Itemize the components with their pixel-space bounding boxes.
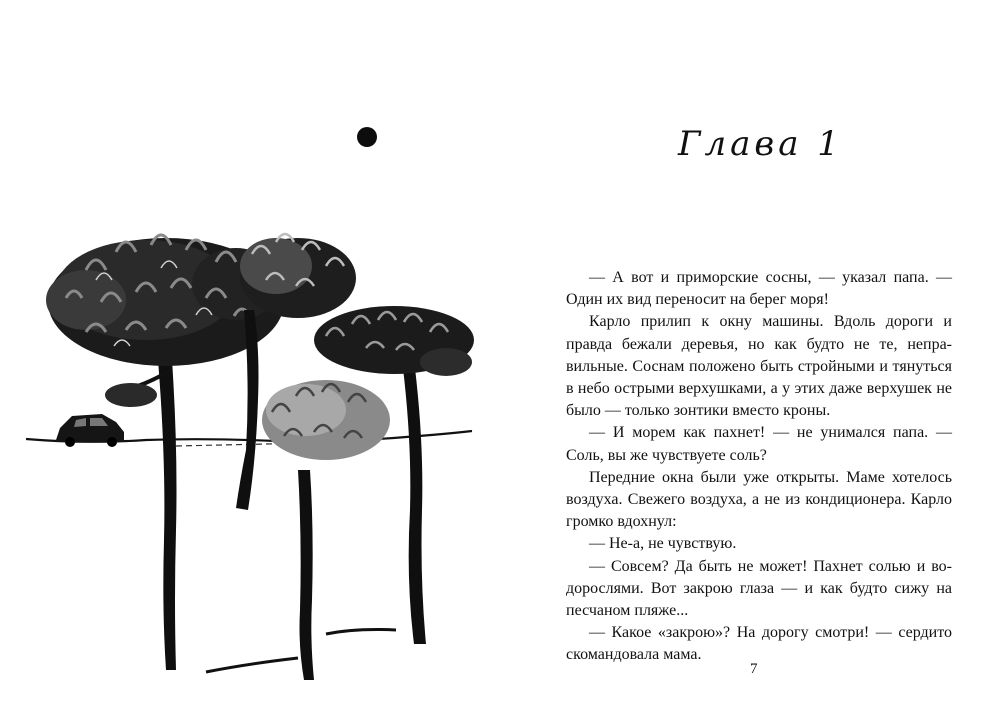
page-number: 7 <box>750 661 758 677</box>
paragraph: — Не-а, не чувствую. <box>589 535 737 553</box>
pine-trees-illustration <box>26 40 498 685</box>
pine-tree-2 <box>236 234 356 510</box>
paragraph: — И морем как пахнет! — не унимался папа. — Соль, вы же чувствуете соль? <box>566 424 952 464</box>
ground-stroke <box>206 658 298 672</box>
chapter-text <box>566 267 952 667</box>
illustration-page <box>26 40 498 685</box>
paragraph: — Совсем? Да быть не может! Пахнет солью и водорослями. Вот закрою глаза — и как будто сижу на песчаном пляже... <box>566 557 952 620</box>
pine-tree-4 <box>314 306 474 644</box>
chapter-title: Глава 1 <box>678 124 843 164</box>
paragraph: — Какое «закрою»? На дорогу смотри! — сердито скомандовала мама. <box>566 624 952 664</box>
paragraph: Передние окна были уже открыты. Маме хотелось воздуха. Свежего воздуха, а не из кондиционера. Карло громко вдохнул: <box>566 468 952 531</box>
pine-tree-3 <box>262 380 390 680</box>
text-page <box>540 0 1000 720</box>
paragraph: Карло прилип к окну машины. Вдоль дороги и правда бежали деревья, но как будто не те, неправильные. Соснам положено быть стройными и тянуться в небо острыми верхушками, а у этих даже верхушек не было — только зонтики вместо кроны. <box>566 313 952 420</box>
paragraph: — А вот и приморские сосны, — указал папа. — Один их вид переносит на берег моря! <box>566 269 952 309</box>
sun <box>357 127 377 147</box>
